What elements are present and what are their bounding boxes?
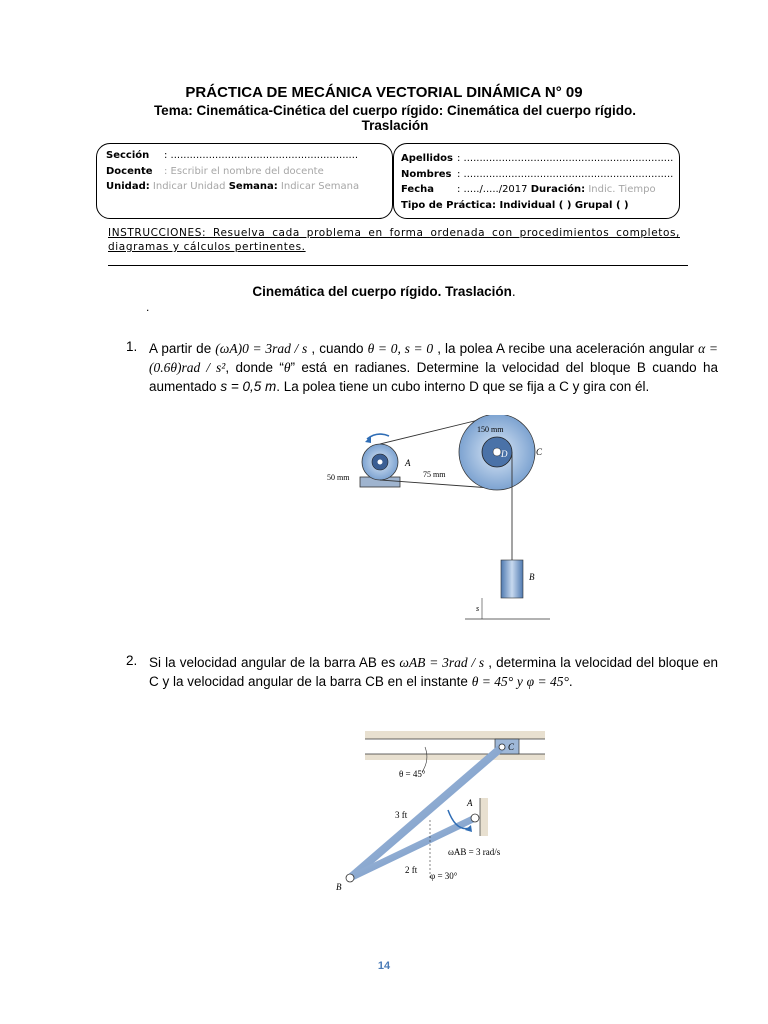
page-title: PRÁCTICA DE MECÁNICA VECTORIAL DINÁMICA N° 09 [185, 84, 583, 101]
divider [108, 265, 688, 266]
label-omega: ωAB = 3 rad/s [448, 847, 501, 857]
seccion-label: Sección [106, 150, 150, 161]
label-a2: A [467, 798, 473, 808]
label-75mm: 75 mm [423, 470, 446, 479]
label-b: B [529, 572, 535, 582]
unidad-label: Unidad: [106, 181, 150, 192]
apellidos-label: Apellidos [401, 153, 453, 164]
instructions: INSTRUCCIONES: Resuelva cada problema en forma ordenada con procedimientos completos, diagramas y cálculos pertinentes. [108, 227, 680, 253]
docente-field[interactable]: : Escribir el nombre del docente [164, 165, 324, 177]
duracion-label: Duración: [530, 184, 586, 195]
docente-label: Docente [106, 165, 153, 177]
problem-1-number: 1. [126, 339, 138, 354]
label-d: D [501, 449, 508, 459]
nombres-label: Nombres [401, 168, 452, 180]
stray-dot: . [146, 300, 150, 314]
semana-label: Semana: [228, 181, 278, 192]
problem-2-text: Si la velocidad angular de la barra AB es ωAB = 3rad / s , determina la velocidad del bloque en C y la velocidad angular de la barra CB en el instante θ = 45° y φ = 45°. [149, 655, 718, 689]
label-c: C [536, 447, 543, 457]
nombres-field[interactable]: : .................................................................. [457, 168, 674, 180]
problem-2-figure [330, 728, 550, 898]
label-a: A [405, 458, 411, 468]
unidad-field[interactable]: Indicar Unidad [152, 181, 226, 192]
problem-1-text: A partir de (ωA)0 = 3rad / s , cuando θ = 0, s = 0 , la polea A recibe una aceleración angular α = (0.6θ)rad / s², donde “θ” está en radianes. Determine la velocidad del bloque B cuando ha aumentado s = 0,5 m. La polea tiene un cubo interno D que se fija a C y gira con él. [149, 341, 718, 394]
problem-1-figure [325, 415, 555, 635]
page-number: 14 [377, 960, 391, 972]
fecha-field[interactable]: : ...../...../2017 [457, 184, 528, 195]
tipo-practica-label: Tipo de Práctica: Individual ( ) Grupal ( ) [401, 199, 629, 211]
fecha-label: Fecha [401, 184, 435, 195]
problem-2-number: 2. [126, 653, 138, 668]
block-b [501, 560, 523, 598]
label-theta: θ = 45° [399, 769, 426, 779]
label-phi: φ = 30° [430, 871, 458, 881]
label-b2: B [336, 882, 342, 892]
label-2ft: 2 ft [405, 865, 418, 875]
apellidos-field[interactable]: : .................................................................. [457, 153, 674, 164]
label-3ft: 3 ft [395, 810, 408, 820]
bar-cb [350, 747, 502, 878]
seccion-field[interactable]: : ........................................................... [164, 150, 359, 161]
semana-field[interactable]: Indicar Semana [280, 181, 360, 192]
right-info-fields [401, 151, 677, 213]
section-title: Cinemática del cuerpo rígido. Traslación. [252, 284, 516, 299]
duracion-field[interactable]: Indic. Tiempo [588, 184, 656, 195]
label-c2: C [508, 742, 515, 752]
label-s: s [476, 604, 480, 613]
page-subtitle: Tema: Cinemática-Cinética del cuerpo rígido: Cinemática del cuerpo rígido. Traslación [153, 103, 637, 133]
left-info-fields [106, 148, 386, 195]
label-50mm: 50 mm [327, 473, 350, 482]
label-150mm: 150 mm [477, 425, 504, 434]
